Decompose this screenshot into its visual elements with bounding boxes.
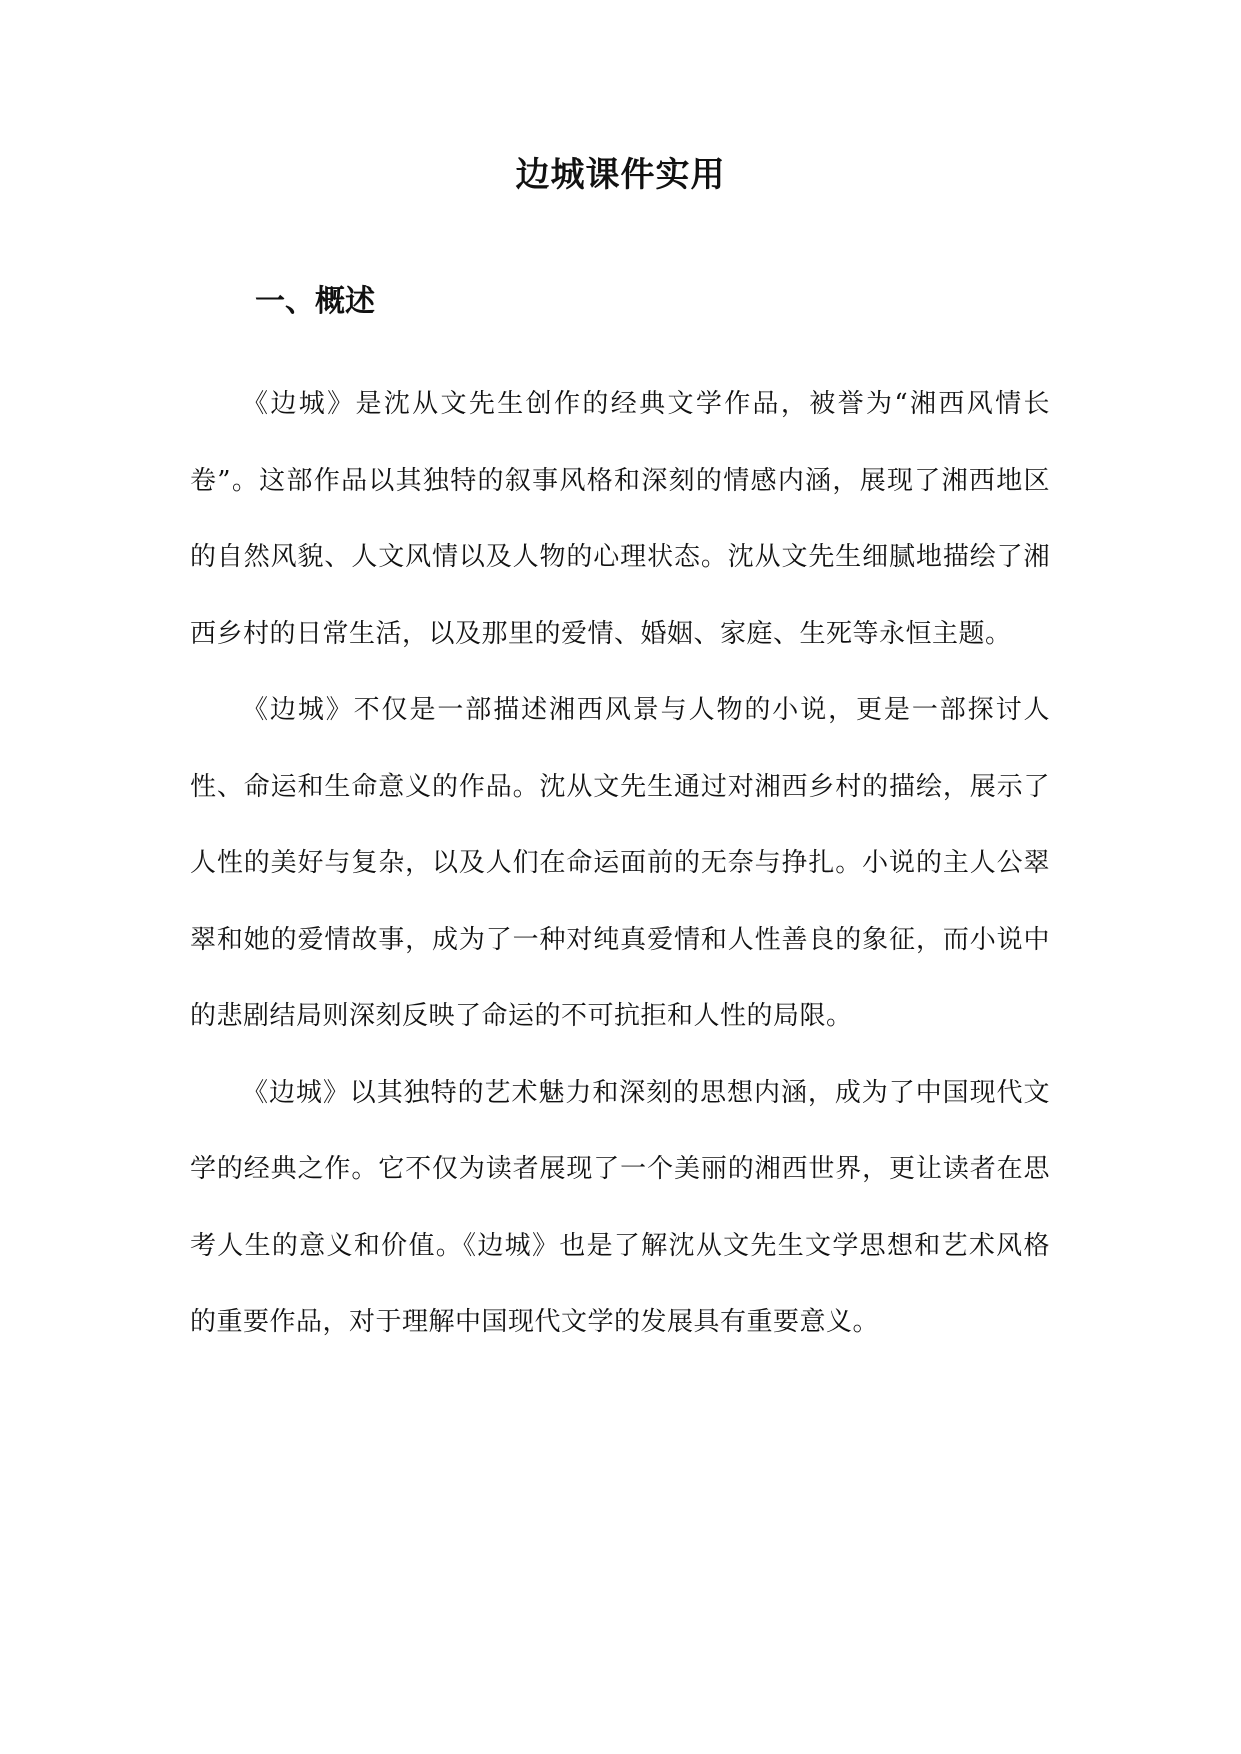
section-heading: 一、概述 xyxy=(255,284,375,319)
paragraph-1: 《边城》是沈从文先生创作的经典文学作品，被誉为“湘西风情长卷”。这部作品以其独特的叙事风格和深刻的情感内涵，展现了湘西地区的自然风貌、人文风情以及人物的心理状态。沈从文先生细腻地描绘了湘西乡村的日常生活，以及那里的爱情、婚姻、家庭、生死等永恒主题。 xyxy=(190,389,1050,649)
paragraph-3: 《边城》以其独特的艺术魅力和深刻的思想内涵，成为了中国现代文学的经典之作。它不仅为读者展现了一个美丽的湘西世界，更让读者在思考人生的意义和价值。《边城》也是了解沈从文先生文学思想和艺术风格的重要作品，对于理解中国现代文学的发展具有重要意义。 xyxy=(190,1077,1050,1337)
paragraph-2: 《边城》不仅是一部描述湘西风景与人物的小说，更是一部探讨人性、命运和生命意义的作品。沈从文先生通过对湘西乡村的描绘，展示了人性的美好与复杂，以及人们在命运面前的无奈与挣扎。小说的主人公翠翠和她的爱情故事，成为了一种对纯真爱情和人性善良的象征，而小说中的悲剧结局则深刻反映了命运的不可抗拒和人性的局限。 xyxy=(190,695,1050,1031)
body-text xyxy=(190,366,1050,1361)
document-title: 边城课件实用 xyxy=(515,155,726,195)
